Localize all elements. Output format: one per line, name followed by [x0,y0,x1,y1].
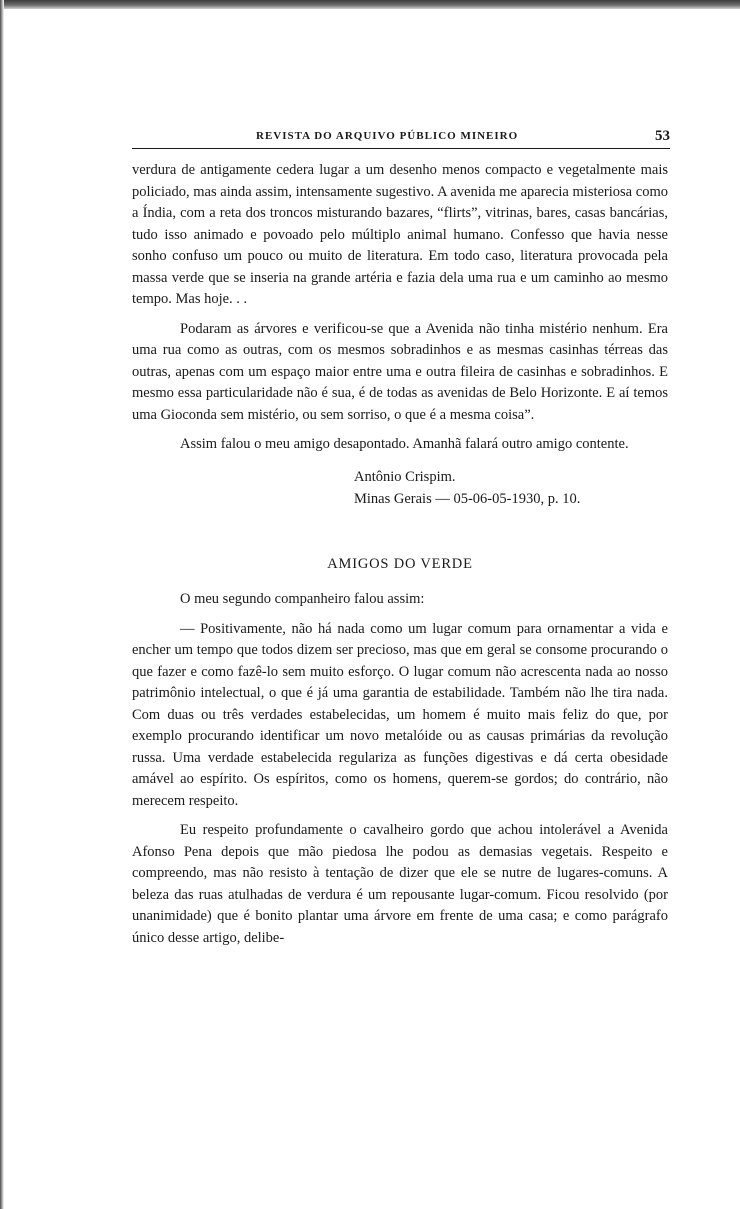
paragraph: Podaram as árvores e verificou-se que a Avenida não tinha mistério nenhum. Era uma rua como as outras, com os mesmos sobradinhos e as mesmas casinhas térreas das outras, apenas com um espaço maior entre uma e outra fileira de casinhas e sobradinhos. E mesmo essa particularidade não é sua, é de todas as avenidas de Belo Horizonte. E aí temos uma Gioconda sem mistério, ou sem sorriso, o que é a mesma coisa”. [132,320,668,423]
page-number: 53 [655,128,670,144]
signature-block [354,466,668,510]
scan-top-edge [0,0,740,9]
page-body [132,160,668,949]
signature-source: Minas Gerais — 05-06-05-1930, p. 10. [354,490,581,507]
scan-left-edge [0,0,4,1209]
paragraph: Assim falou o meu amigo desapontado. Amanhã falará outro amigo contente. [180,436,629,452]
paragraph-dialogue: — Positivamente, não há nada como um lugar comum para ornamentar a vida e encher um tempo que todos dizem ser precioso, mas que em geral se consome procurando o que fazer e como fazê-lo sem muito esforço. O lugar comum não acrescenta nada ao nosso patrimônio intelectual, o que é já uma garantia de estabilidade. Também não lhe tira nada. Com duas ou três verdades estabelecidas, um homem é muito mais feliz do que, por exemplo procurando identificar um novo metalóide ou as causas primárias da revolução russa. Uma verdade estabelecida regulariza as funções digestivas e dá certa obesidade amável ao espírito. Os espíritos, como os homens, querem-se gordos; do contrário, não merecem respeito. [132,620,668,809]
paragraph: O meu segundo companheiro falou assim: [180,591,425,607]
section-title: AMIGOS DO VERDE [327,555,473,572]
running-title: REVISTA DO ARQUIVO PÚBLICO MINEIRO [256,130,519,142]
paragraph-continuation: verdura de antigamente cedera lugar a um desenho menos compacto e vegetalmente mais policiado, mas ainda assim, intensamente sugestivo. A avenida me aparecia misteriosa como a Índia, com a reta dos troncos misturando bazares, “flirts”, vitrinas, bares, casas bancárias, tudo isso animado e povoado pelo múltiplo animal humano. Confesso que havia nesse sonho confuso um pouco ou muito de literatura. Em todo caso, literatura provocada pela massa verde que se inseria na grande artéria e fazia dela uma rua e um caminho ao mesmo tempo. Mas hoje. . . [132,162,668,307]
signature-author: Antônio Crispim. [354,468,456,485]
paragraph: Eu respeito profundamente o cavalheiro gordo que achou intolerável a Avenida Afonso Pena depois que mão piedosa lhe podou as demasias vegetais. Respeito e compreendo, mas não resisto à tentação de dizer que ele se nutre de lugares-comuns. A beleza das ruas atulhadas de verdura é um repousante lugar-comum. Ficou resolvido (por unanimidade) que é bonito plantar uma árvore em frente de uma casa; e como parágrafo único desse artigo, delibe- [132,822,668,946]
page-header [132,128,670,149]
